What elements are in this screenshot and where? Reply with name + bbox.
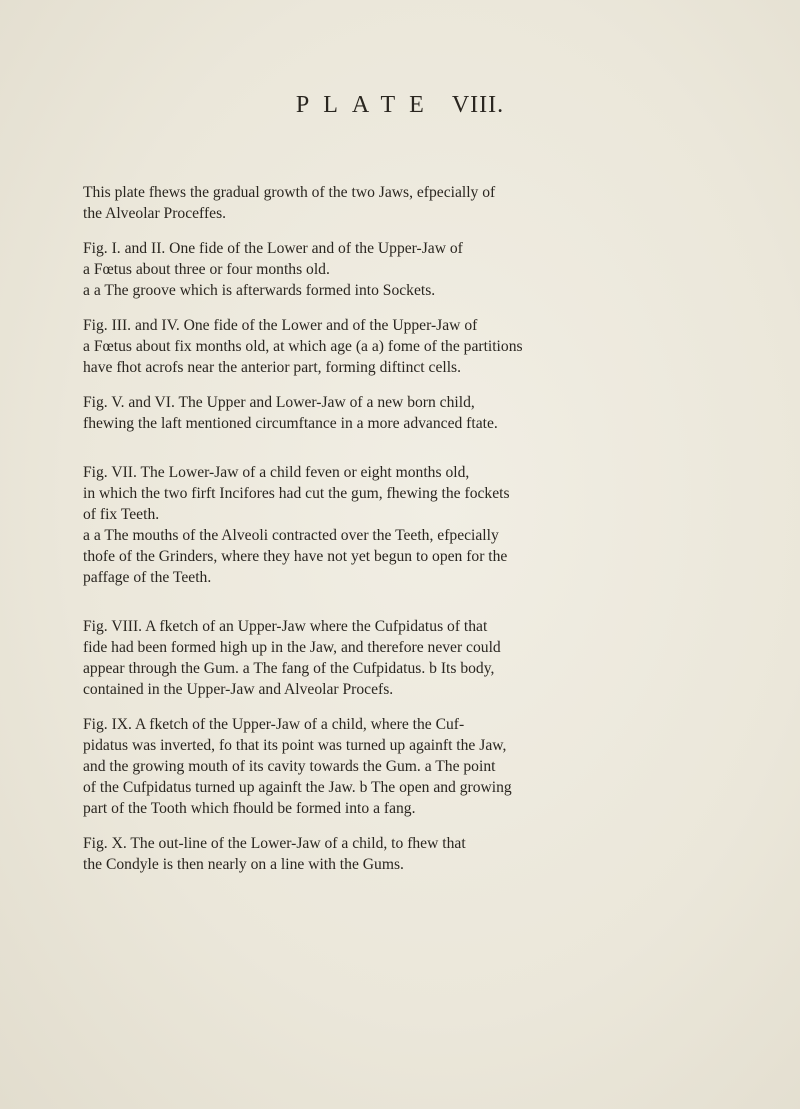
text-line: of fix Teeth. xyxy=(83,506,160,523)
text-line: and the growing mouth of its cavity towards the Gum. a The point xyxy=(83,758,496,775)
text-line: Fig. IX. A fketch of the Upper-Jaw of a child, where the Cuf- xyxy=(83,716,465,733)
text-line: paffage of the Teeth. xyxy=(83,569,212,586)
text-line: Fig. VIII. A fketch of an Upper-Jaw where the Cufpidatus of that xyxy=(83,618,488,635)
text-line: in which the two firft Incifores had cut the gum, fhewing the fockets xyxy=(83,485,510,502)
fig-9-paragraph xyxy=(83,714,719,819)
fig-7-paragraph xyxy=(83,462,719,588)
text-line: thofe of the Grinders, where they have not yet begun to open for the xyxy=(83,548,508,565)
text-line: Fig. III. and IV. One fide of the Lower and of the Upper-Jaw of xyxy=(83,317,478,334)
plate-description xyxy=(83,182,719,875)
text-line: a Fœtus about three or four months old. xyxy=(83,261,330,278)
text-line: have fhot acrofs near the anterior part, forming diftinct cells. xyxy=(83,359,461,376)
fig-1-2-paragraph xyxy=(83,238,719,301)
fig-8-paragraph xyxy=(83,616,719,700)
fig-3-4-paragraph xyxy=(83,315,719,378)
plate-title-word: PLATE xyxy=(295,92,438,118)
text-line: part of the Tooth which fhould be formed into a fang. xyxy=(83,800,416,817)
text-line: fhewing the laft mentioned circumftance in a more advanced ftate. xyxy=(83,415,498,432)
text-line: Fig. I. and II. One fide of the Lower and of the Upper-Jaw of xyxy=(83,240,463,257)
text-line: This plate fhews the gradual growth of the two Jaws, efpecially of xyxy=(83,184,496,201)
text-line: pidatus was inverted, fo that its point was turned up againft the Jaw, xyxy=(83,737,507,754)
fig-5-6-paragraph xyxy=(83,392,719,434)
text-line: a a The groove which is afterwards formed into Sockets. xyxy=(83,282,436,299)
text-line: a Fœtus about fix months old, at which age (a a) fome of the partitions xyxy=(83,338,523,355)
text-line: Fig. X. The out-line of the Lower-Jaw of a child, to fhew that xyxy=(83,835,466,852)
intro-paragraph xyxy=(83,182,719,224)
text-line: fide had been formed high up in the Jaw, and therefore never could xyxy=(83,639,501,656)
text-line: of the Cufpidatus turned up againft the Jaw. b The open and growing xyxy=(83,779,512,796)
plate-title xyxy=(0,92,800,119)
text-line: the Condyle is then nearly on a line with the Gums. xyxy=(83,856,404,873)
text-line: a a The mouths of the Alveoli contracted over the Teeth, efpecially xyxy=(83,527,499,544)
fig-10-paragraph xyxy=(83,833,719,875)
text-line: appear through the Gum. a The fang of the Cufpidatus. b Its body, xyxy=(83,660,495,677)
text-line: Fig. VII. The Lower-Jaw of a child feven or eight months old, xyxy=(83,464,470,481)
plate-title-number: VIII. xyxy=(451,92,505,118)
text-line: Fig. V. and VI. The Upper and Lower-Jaw of a new born child, xyxy=(83,394,475,411)
text-line: contained in the Upper-Jaw and Alveolar Procefs. xyxy=(83,681,394,698)
text-line: the Alveolar Proceffes. xyxy=(83,205,227,222)
